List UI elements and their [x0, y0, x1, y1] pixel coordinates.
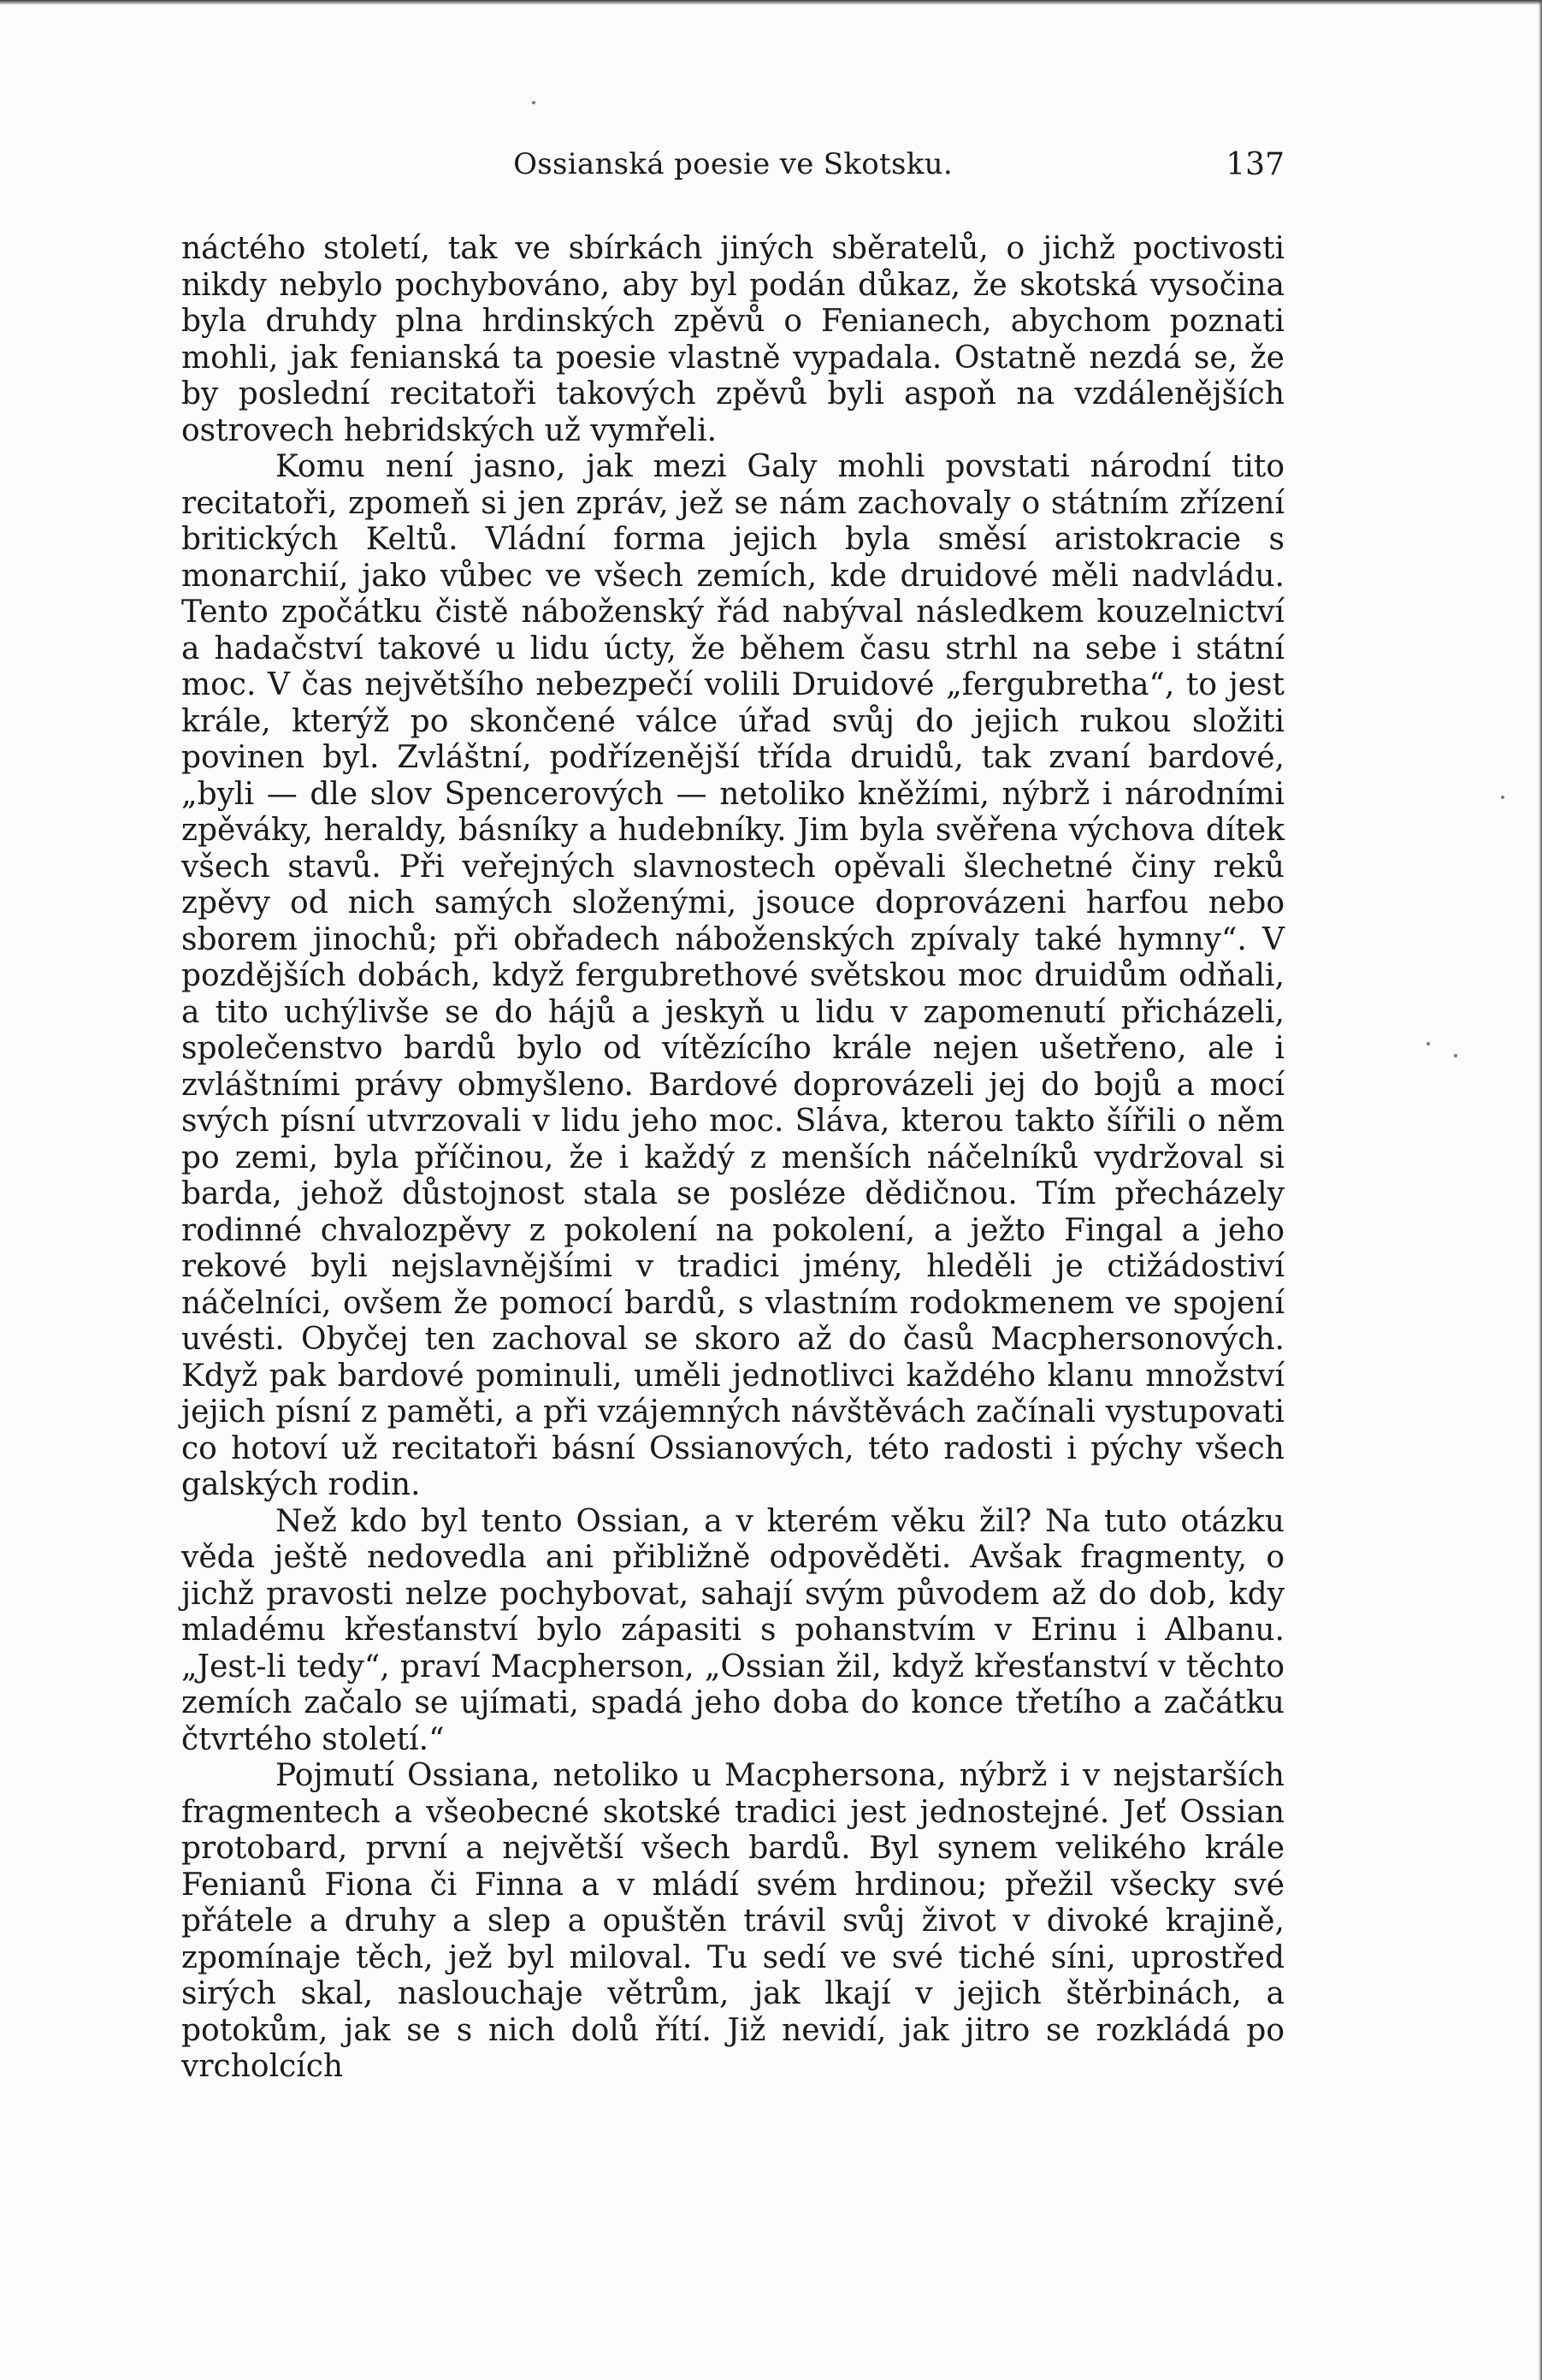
scan-speck: [532, 101, 535, 104]
paragraph-recitators: Komu není jasno, jak mezi Galy mohli povstati národní tito recitatoři, zpomeň si jen zpráv, jež se nám zachovaly o státním zřízení britických Keltů. Vládní forma jejich byla směsí aristokracie s monarchií, jako vůbec ve všech zemích, kde druidové měli nadvládu. Tento zpočátku čistě náboženský řád nabýval následkem kouzelnictví a hadačství takové u lidu úcty, že během času strhl na sebe i státní moc. V čas největšího nebezpečí volili Druidové „fergubretha“, to jest krále, kterýž po skončené válce úřad svůj do jejich rukou složiti povinen byl. Zvláštní, podřízenější třída druidů, tak zvaní bardové, „byli — dle slov Spencerových — netoliko kněžími, nýbrž i národními zpěváky, heraldy, básníky a hudebníky. Jim byla svěřena výchova dítek všech stavů. Při veřejných slavnostech opěvali šlechetné činy reků zpěvy od nich samých složenými, jsouce doprovázeni harfou nebo sborem jinochů; při obřadech náboženských zpívaly také hymny“. V pozdějších dobách, když fergubrethové světskou moc druidům odňali, a tito uchýlivše se do hájů a jeskyň u lidu v zapomenutí přicházeli, společenstvo bardů bylo od vítězícího krále nejen ušetřeno, ale i zvláštními právy obmyšleno. Bardové doprovázeli jej do bojů a mocí svých písní utvrzovali v lidu jeho moc. Sláva, kterou takto šířili o něm po zemi, byla příčinou, že i každý z menších náčelníků vydržoval si barda, jehož důstojnost stala se posléze dědičnou. Tím přecházely rodinné chvalozpěvy z pokolení na pokolení, a ježto Fingal a jeho rekové byli nejslavnějšími v tradici jmény, hleděli je ctižádostiví náčelníci, ovšem že pomocí bardů, s vlastním rodokmenem ve spojení uvésti. Obyčej ten zachoval se skoro až do časů Macphersonových. Když pak bardové pominuli, uměli jednotlivci každého klanu množství jejich písní z paměti, a při vzájemných návštěvách začínali vystupovati co hotoví už recitatoři básní Ossianových, této radosti i pýchy všech galských rodin.: [181, 449, 1285, 1502]
book-page: [181, 147, 1285, 2086]
page-number: 137: [1226, 147, 1285, 182]
paragraph-continuation: náctého století, tak ve sbírkách jiných sběratelů, o jichž poctivosti nikdy nebylo pochybováno, aby byl podán důkaz, že skotská vysočina byla druhdy plna hrdinských zpěvů o Fenianech, abychom poznati mohli, jak fenianská ta poesie vlastně vypadala. Ostatně nezdá se, že by poslední recitatoři takových zpěvů byli aspoň na vzdálenějších ostrovech hebridských už vymřeli.: [181, 231, 1285, 448]
paragraph-ossian-protobard: Pojmutí Ossiana, netoliko u Macphersona, nýbrž i v nejstarších fragmentech a všeobecné skotské tradici jest jednostejné. Jeť Ossian protobard, první a největší všech bardů. Byl synem velikého krále Fenianů Fiona či Finna a v mládí svém hrdinou; přežil všecky své přátele a druhy a slep a opuštěn trávil svůj život v divoké krajině, zpomínaje těch, jež byl miloval. Tu sedí ve své tiché síni, uprostřed sirých skal, naslouchaje větrům, jak lkají v jejich štěrbinách, a potokům, jak se s nich dolů řítí. Již nevidí, jak jitro se rozkládá po vrcholcích: [181, 1758, 1285, 2084]
paragraph-ossian-age: Než kdo byl tento Ossian, a v kterém věku žil? Na tuto otázku věda ještě nedovedla ani přibližně odpověděti. Avšak fragmenty, o jichž pravosti nelze pochybovat, sahají svým původem až do dob, kdy mladému křesťanství bylo zápasiti s pohanstvím v Erinu i Albanu. „Jest-li tedy“, praví Macpherson, „Ossian žil, když křesťanství v těchto zemích začalo se ujímati, spadá jeho doba do konce třetího a začátku čtvrtého století.“: [181, 1503, 1285, 1757]
scan-speck: [1501, 796, 1504, 799]
body-text: [181, 231, 1285, 2086]
scan-speck: [1427, 1042, 1430, 1045]
running-title: Ossianská poesie ve Skotsku.: [513, 147, 953, 181]
scan-edge-top: [0, 0, 1542, 5]
scan-speck: [1454, 1054, 1457, 1057]
page-header: [181, 147, 1285, 202]
scan-edge-right: [1539, 0, 1542, 2380]
